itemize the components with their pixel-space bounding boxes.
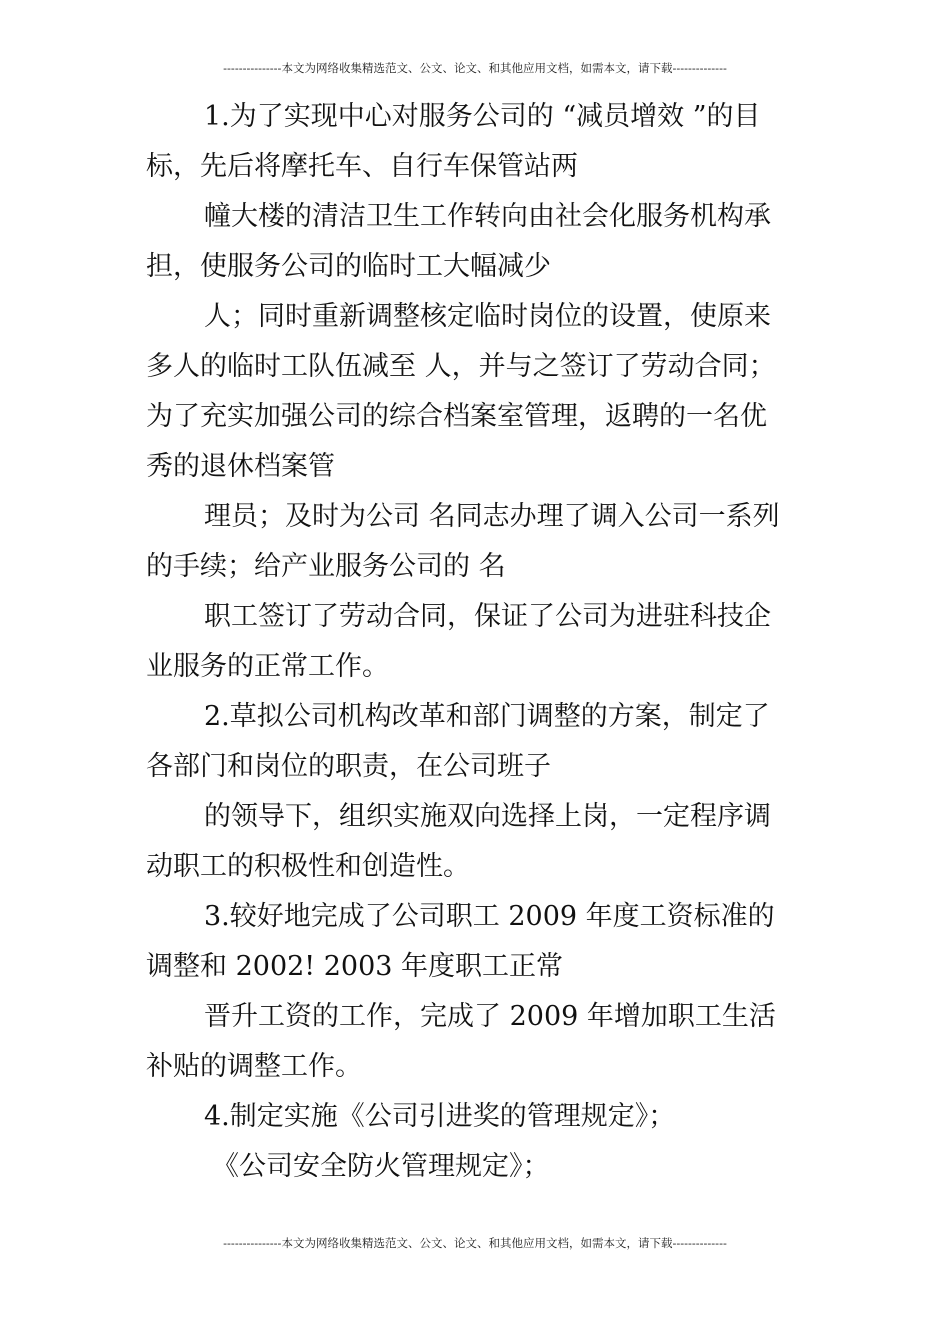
- body-line: 3.较好地完成了公司职工 2009 年度工资标准的: [204, 901, 775, 932]
- body-line: 业服务的正常工作。: [146, 651, 389, 682]
- body-line: 《公司安全防火管理规定》；: [212, 1151, 550, 1182]
- body-line: 担，使服务公司的临时工大幅减少: [146, 251, 551, 282]
- body-line: 的领导下，组织实施双向选择上岗，一定程序调: [204, 801, 771, 832]
- header-banner: ---------------本文为网络收集精选范文、公文、论文、和其他应用文档，如需本文，请下载--------------: [223, 61, 727, 75]
- body-line: 职工签订了劳动合同，保证了公司为进驻科技企: [204, 601, 771, 632]
- footer-banner: ---------------本文为网络收集精选范文、公文、论文、和其他应用文档，如需本文，请下载--------------: [223, 1236, 727, 1250]
- body-line: 2.草拟公司机构改革和部门调整的方案，制定了: [204, 701, 770, 732]
- body-line: 补贴的调整工作。: [146, 1051, 362, 1082]
- body-line: 4.制定实施《公司引进奖的管理规定》；: [204, 1101, 676, 1132]
- body-line: 1.为了实现中心对服务公司的 “减员增效 ”的目: [204, 101, 761, 132]
- body-line: 幢大楼的清洁卫生工作转向由社会化服务机构承: [204, 201, 771, 232]
- body-line: 各部门和岗位的职责，在公司班子: [146, 751, 551, 782]
- body-line: 标，先后将摩托车、自行车保管站两: [146, 151, 578, 182]
- body-line: 为了充实加强公司的综合档案室管理，返聘的一名优: [146, 401, 767, 432]
- document-body: [146, 92, 806, 1192]
- body-line: 动职工的积极性和创造性。: [146, 851, 470, 882]
- body-line: 的手续；给产业服务公司的 名: [146, 551, 506, 582]
- body-line: 秀的退休档案管: [146, 451, 335, 482]
- body-line: 人；同时重新调整核定临时岗位的设置，使原来: [204, 301, 771, 332]
- body-line: 多人的临时工队伍减至 人，并与之签订了劳动合同；: [146, 351, 776, 382]
- body-line: 调整和 2002! 2003 年度职工正常: [146, 951, 564, 982]
- body-line: 晋升工资的工作，完成了 2009 年增加职工生活: [204, 1001, 776, 1032]
- body-line: 理员；及时为公司 名同志办理了调入公司一系列: [204, 501, 780, 532]
